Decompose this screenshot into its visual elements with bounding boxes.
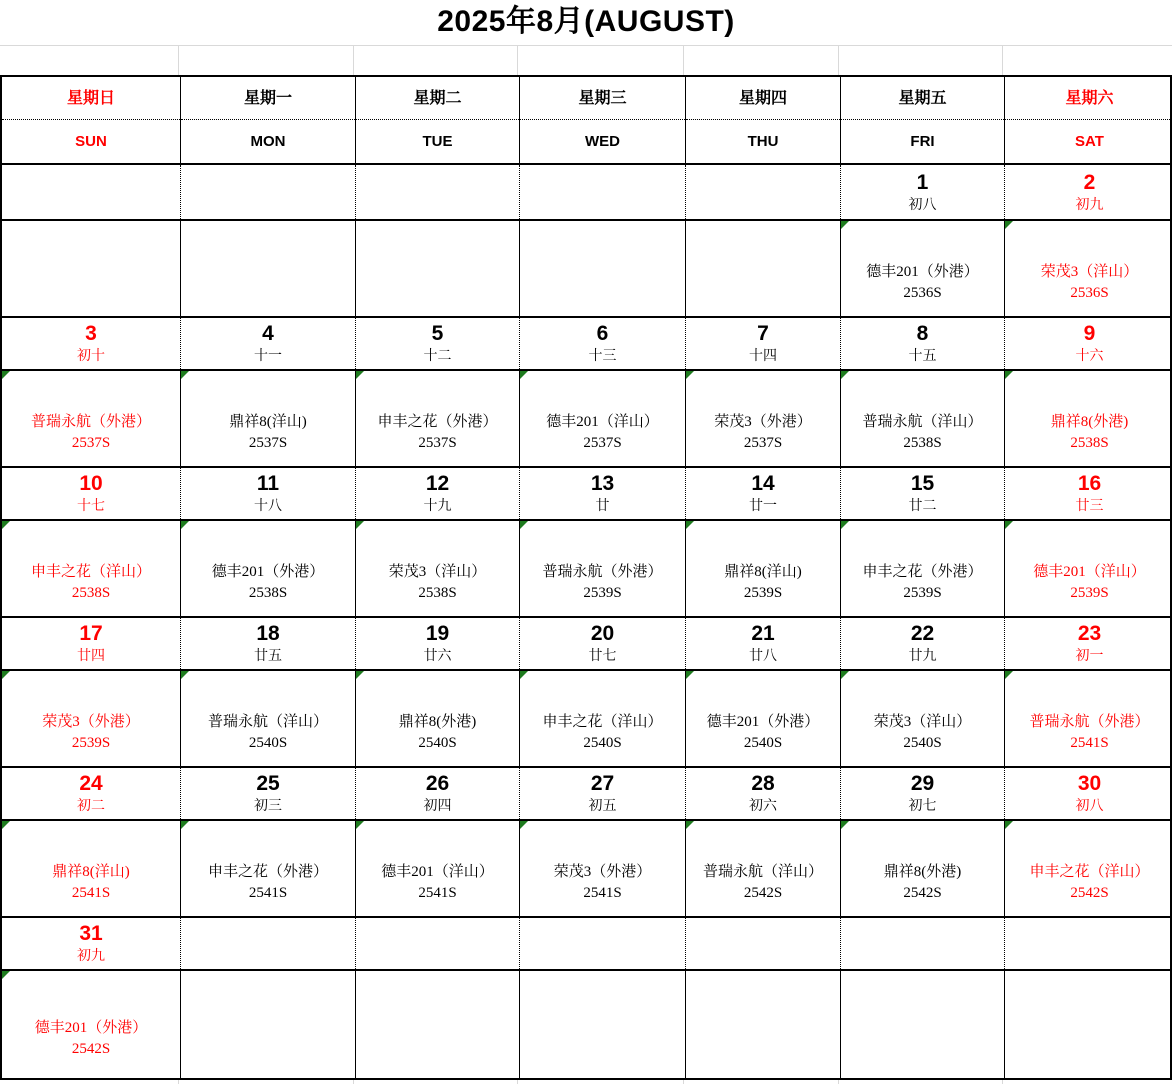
comment-indicator-icon (2, 971, 10, 979)
vessel-name: 荣茂3（洋山） (873, 713, 972, 730)
weekday-header-wednesday (520, 77, 686, 163)
comment-indicator-icon (181, 671, 189, 679)
lunar-date-label: 初四 (423, 799, 452, 814)
vessel-cell[interactable] (686, 521, 841, 616)
vessel-cell[interactable] (686, 821, 841, 916)
lunar-date-label: 廿五 (254, 649, 282, 664)
vessel-name: 申丰之花（外港） (207, 863, 328, 880)
lunar-date-label: 十六 (1075, 349, 1104, 364)
week-row (2, 318, 1170, 468)
vessel-cell[interactable] (181, 671, 356, 766)
day-number: 3 (85, 322, 97, 345)
empty-cell (0, 1080, 179, 1084)
vessel-cell[interactable] (2, 521, 181, 616)
weekday-cn-label: 星期六 (1005, 77, 1172, 120)
vessel-row (2, 971, 1170, 1078)
comment-indicator-icon (686, 521, 694, 529)
vessel-cell[interactable] (686, 371, 841, 466)
comment-indicator-icon (520, 521, 528, 529)
date-cell[interactable] (520, 318, 686, 369)
day-number: 11 (256, 472, 280, 495)
vessel-cell[interactable] (2, 821, 181, 916)
date-cell[interactable] (520, 165, 686, 219)
day-number: 1 (916, 170, 929, 194)
vessel-cell[interactable] (1005, 971, 1172, 1078)
lunar-date-label: 廿三 (1075, 499, 1104, 514)
date-row (2, 318, 1170, 371)
vessel-name: 鼎祥8(外港) (398, 713, 477, 730)
voyage-number: 2538S (1070, 434, 1109, 451)
comment-indicator-icon (2, 671, 10, 679)
vessel-name: 德丰201（外港） (706, 713, 820, 730)
vessel-cell[interactable] (356, 971, 520, 1078)
date-cell[interactable] (520, 918, 686, 969)
day-number: 6 (596, 322, 609, 345)
vessel-name: 申丰之花（洋山） (30, 563, 151, 580)
voyage-number: 2540S (583, 734, 622, 751)
vessel-cell[interactable] (841, 671, 1005, 766)
vessel-name: 荣茂3（外港） (42, 713, 140, 730)
vessel-name: 德丰201（外港） (34, 1019, 148, 1036)
comment-indicator-icon (1005, 371, 1013, 379)
vessel-name: 鼎祥8(洋山) (52, 863, 130, 880)
week-row (2, 918, 1170, 1078)
vessel-name: 普瑞永航（外港） (30, 413, 151, 430)
vessel-name: 鼎祥8(洋山) (229, 413, 307, 430)
lunar-date-label: 廿八 (749, 649, 777, 664)
vessel-name: 德丰201（外港） (866, 263, 979, 280)
vessel-cell[interactable] (520, 971, 686, 1078)
vessel-cell[interactable] (1005, 821, 1172, 916)
calendar-weeks (2, 165, 1170, 1078)
week-row (2, 768, 1170, 918)
date-row (2, 468, 1170, 521)
vessel-cell[interactable] (181, 521, 356, 616)
date-cell[interactable] (841, 165, 1005, 219)
weekday-en-label: FRI (910, 133, 935, 150)
day-number: 9 (1083, 322, 1096, 345)
day-number: 13 (590, 472, 615, 495)
date-cell[interactable] (686, 768, 841, 819)
lunar-date-label: 初八 (908, 197, 937, 213)
vessel-name: 荣茂3（洋山） (388, 563, 487, 580)
weekday-header-thursday (686, 77, 841, 163)
comment-indicator-icon (1005, 671, 1013, 679)
weekday-header-sunday (2, 77, 181, 163)
day-number: 20 (590, 622, 615, 645)
weekday-en-label: MON (250, 133, 286, 150)
day-number: 18 (256, 622, 280, 645)
comment-indicator-icon (520, 371, 528, 379)
day-number: 21 (751, 622, 775, 645)
date-cell[interactable] (841, 618, 1005, 669)
date-cell[interactable] (686, 318, 841, 369)
vessel-cell[interactable] (841, 371, 1005, 466)
voyage-number: 2540S (903, 734, 942, 751)
voyage-number: 2540S (743, 734, 783, 751)
weekday-cn-label: 星期四 (686, 77, 840, 120)
day-number: 23 (1077, 622, 1102, 645)
lunar-date-label: 廿 (595, 499, 610, 514)
vessel-cell[interactable] (181, 971, 356, 1078)
date-cell[interactable] (1005, 618, 1172, 669)
voyage-number: 2541S (418, 884, 457, 901)
cutoff-gridline-row (0, 1080, 1172, 1084)
comment-indicator-icon (356, 371, 364, 379)
date-row (2, 165, 1170, 221)
date-cell[interactable] (841, 468, 1005, 519)
vessel-cell[interactable] (841, 521, 1005, 616)
date-cell[interactable] (686, 618, 841, 669)
weekday-cn-label: 星期日 (2, 77, 180, 120)
comment-indicator-icon (841, 371, 849, 379)
date-cell[interactable] (1005, 468, 1172, 519)
voyage-number: 2538S (418, 584, 457, 601)
lunar-date-label: 十七 (77, 499, 105, 514)
lunar-date-label: 初八 (1075, 799, 1104, 814)
lunar-date-label: 初三 (254, 799, 282, 814)
date-cell[interactable] (841, 768, 1005, 819)
date-cell[interactable] (181, 768, 356, 819)
vessel-name: 申丰之花（洋山） (1029, 863, 1150, 880)
lunar-date-label: 初五 (588, 799, 617, 814)
voyage-number: 2539S (1070, 584, 1109, 601)
lunar-date-label: 初九 (1075, 197, 1104, 213)
voyage-number: 2536S (903, 284, 942, 301)
voyage-number: 2538S (71, 584, 111, 601)
lunar-date-label: 初九 (77, 949, 105, 964)
empty-cell (354, 1080, 518, 1084)
date-cell[interactable] (2, 918, 181, 969)
empty-cell (179, 46, 354, 75)
date-cell[interactable] (181, 165, 356, 219)
vessel-cell[interactable] (356, 671, 520, 766)
lunar-date-label: 十九 (423, 499, 452, 514)
voyage-number: 2539S (743, 584, 783, 601)
vessel-cell[interactable] (520, 821, 686, 916)
vessel-cell[interactable] (686, 221, 841, 316)
week-row (2, 165, 1170, 318)
date-cell[interactable] (356, 918, 520, 969)
comment-indicator-icon (356, 671, 364, 679)
vessel-name: 普瑞永航（外港） (1029, 713, 1150, 730)
lunar-date-label: 初六 (749, 799, 777, 814)
date-cell[interactable] (2, 468, 181, 519)
empty-cell (354, 46, 518, 75)
empty-cell (0, 46, 179, 75)
lunar-date-label: 廿一 (749, 499, 777, 514)
lunar-date-label: 廿六 (423, 649, 452, 664)
comment-indicator-icon (686, 671, 694, 679)
vessel-name: 申丰之花（外港） (377, 413, 498, 430)
vessel-name: 普瑞永航（外港） (542, 563, 663, 580)
vessel-name: 申丰之花（外港） (862, 563, 983, 580)
voyage-number: 2542S (71, 1040, 111, 1057)
vessel-cell[interactable] (520, 521, 686, 616)
date-cell[interactable] (841, 918, 1005, 969)
vessel-name: 鼎祥8(洋山) (724, 563, 802, 580)
date-cell[interactable] (2, 318, 181, 369)
day-number: 29 (910, 772, 935, 795)
date-cell[interactable] (356, 318, 520, 369)
vessel-name: 申丰之花（洋山） (542, 713, 663, 730)
day-number: 28 (751, 772, 775, 795)
lunar-date-label: 十四 (749, 349, 777, 364)
comment-indicator-icon (1005, 521, 1013, 529)
voyage-number: 2537S (71, 434, 111, 451)
empty-cell (1003, 46, 1172, 75)
comment-indicator-icon (686, 821, 694, 829)
lunar-date-label: 廿四 (77, 649, 105, 664)
lunar-date-label: 初二 (77, 799, 105, 814)
weekday-en-label: SAT (1075, 133, 1104, 150)
vessel-row (2, 821, 1170, 918)
empty-cell (1003, 1080, 1172, 1084)
weekday-header-monday (181, 77, 356, 163)
day-number: 2 (1083, 170, 1096, 194)
vessel-name: 普瑞永航（洋山） (702, 863, 823, 880)
vessel-name: 荣茂3（外港） (714, 413, 812, 430)
lunar-date-label: 初七 (908, 799, 937, 814)
week-row (2, 468, 1170, 618)
voyage-number: 2542S (743, 884, 783, 901)
voyage-number: 2542S (1070, 884, 1109, 901)
voyage-number: 2537S (583, 434, 622, 451)
weekday-header-row (2, 77, 1170, 165)
vessel-cell[interactable] (2, 371, 181, 466)
weekday-cn-label: 星期五 (841, 77, 1004, 120)
voyage-number: 2539S (71, 734, 111, 751)
vessel-cell[interactable] (1005, 221, 1172, 316)
lunar-date-label: 廿七 (588, 649, 617, 664)
weekday-header-friday (841, 77, 1005, 163)
vessel-cell[interactable] (356, 221, 520, 316)
week-row (2, 618, 1170, 768)
comment-indicator-icon (1005, 221, 1013, 229)
vessel-cell[interactable] (1005, 521, 1172, 616)
comment-indicator-icon (356, 821, 364, 829)
empty-cell (684, 1080, 839, 1084)
weekday-cn-label: 星期三 (520, 77, 685, 120)
comment-indicator-icon (2, 521, 10, 529)
date-cell[interactable] (356, 165, 520, 219)
date-cell[interactable] (356, 768, 520, 819)
day-number: 27 (590, 772, 615, 795)
date-cell[interactable] (2, 768, 181, 819)
day-number: 19 (425, 622, 450, 645)
voyage-number: 2541S (248, 884, 288, 901)
comment-indicator-icon (2, 821, 10, 829)
empty-cell (684, 46, 839, 75)
day-number: 25 (256, 772, 280, 795)
day-number: 22 (910, 622, 935, 645)
vessel-name: 荣茂3（洋山） (1040, 263, 1139, 280)
vessel-cell[interactable] (181, 821, 356, 916)
comment-indicator-icon (520, 821, 528, 829)
empty-cell (518, 1080, 684, 1084)
date-cell[interactable] (181, 468, 356, 519)
empty-cell (839, 46, 1003, 75)
weekday-cn-label: 星期二 (356, 77, 519, 120)
comment-indicator-icon (2, 371, 10, 379)
vessel-cell[interactable] (2, 971, 181, 1078)
day-number: 30 (1077, 772, 1102, 795)
weekday-en-label: THU (747, 133, 779, 150)
vessel-cell[interactable] (2, 671, 181, 766)
voyage-number: 2541S (583, 884, 622, 901)
date-cell[interactable] (181, 918, 356, 969)
date-cell[interactable] (2, 165, 181, 219)
day-number: 10 (79, 472, 103, 495)
voyage-number: 2537S (248, 434, 288, 451)
vessel-row (2, 521, 1170, 618)
calendar-title: 2025年8月(AUGUST) (437, 5, 735, 38)
vessel-cell[interactable] (520, 371, 686, 466)
day-number: 12 (425, 472, 450, 495)
vessel-name: 德丰201（洋山） (381, 863, 494, 880)
vessel-cell[interactable] (356, 521, 520, 616)
date-cell[interactable] (686, 165, 841, 219)
day-number: 16 (1077, 472, 1102, 495)
day-number: 14 (751, 472, 775, 495)
lunar-date-label: 十三 (588, 349, 617, 364)
vessel-name: 鼎祥8(外港) (1050, 413, 1129, 430)
date-cell[interactable] (520, 768, 686, 819)
vessel-cell[interactable] (686, 971, 841, 1078)
vessel-cell[interactable] (2, 221, 181, 316)
day-number: 24 (79, 772, 103, 795)
lunar-date-label: 廿二 (908, 499, 937, 514)
vessel-cell[interactable] (356, 371, 520, 466)
weekday-en-label: WED (585, 133, 620, 150)
day-number: 5 (431, 322, 444, 345)
lunar-date-label: 廿九 (908, 649, 937, 664)
weekday-cn-label: 星期一 (181, 77, 355, 120)
date-cell[interactable] (181, 618, 356, 669)
date-cell[interactable] (686, 468, 841, 519)
comment-indicator-icon (181, 371, 189, 379)
voyage-number: 2542S (903, 884, 942, 901)
date-cell[interactable] (520, 618, 686, 669)
vessel-cell[interactable] (841, 971, 1005, 1078)
lunar-date-label: 十一 (254, 349, 282, 364)
lunar-date-label: 十八 (254, 499, 282, 514)
voyage-number: 2539S (903, 584, 942, 601)
weekday-header-tuesday (356, 77, 520, 163)
day-number: 15 (910, 472, 935, 495)
vessel-cell[interactable] (1005, 371, 1172, 466)
voyage-number: 2540S (248, 734, 288, 751)
vessel-row (2, 221, 1170, 318)
comment-indicator-icon (686, 371, 694, 379)
vessel-name: 荣茂3（外港） (553, 863, 652, 880)
empty-cell (179, 1080, 354, 1084)
lunar-date-label: 十二 (423, 349, 452, 364)
date-cell[interactable] (686, 918, 841, 969)
date-row (2, 618, 1170, 671)
weekday-header-saturday (1005, 77, 1172, 163)
date-cell[interactable] (841, 318, 1005, 369)
day-number: 26 (425, 772, 450, 795)
date-cell[interactable] (2, 618, 181, 669)
day-number: 17 (79, 622, 103, 645)
vessel-name: 德丰201（洋山） (1033, 563, 1146, 580)
date-cell[interactable] (356, 618, 520, 669)
vessel-cell[interactable] (520, 221, 686, 316)
vessel-cell[interactable] (356, 821, 520, 916)
comment-indicator-icon (356, 521, 364, 529)
vessel-name: 普瑞永航（洋山） (862, 413, 983, 430)
comment-indicator-icon (181, 821, 189, 829)
comment-indicator-icon (1005, 821, 1013, 829)
voyage-number: 2538S (903, 434, 942, 451)
comment-indicator-icon (520, 671, 528, 679)
vessel-row (2, 371, 1170, 468)
vessel-cell[interactable] (686, 671, 841, 766)
comment-indicator-icon (841, 221, 849, 229)
lunar-date-label: 初一 (1075, 649, 1104, 664)
date-row (2, 768, 1170, 821)
empty-cell (839, 1080, 1003, 1084)
vessel-name: 德丰201（外港） (211, 563, 325, 580)
lunar-date-label: 初十 (77, 349, 105, 364)
voyage-number: 2536S (1070, 284, 1109, 301)
day-number: 8 (916, 322, 929, 345)
vessel-cell[interactable] (1005, 671, 1172, 766)
comment-indicator-icon (841, 821, 849, 829)
vessel-cell[interactable] (841, 221, 1005, 316)
voyage-number: 2541S (71, 884, 111, 901)
vessel-name: 普瑞永航（洋山） (207, 713, 328, 730)
calendar-table (0, 75, 1172, 1080)
voyage-number: 2539S (583, 584, 622, 601)
voyage-number: 2540S (418, 734, 457, 751)
voyage-number: 2537S (743, 434, 783, 451)
vessel-name: 鼎祥8(外港) (883, 863, 962, 880)
vessel-cell[interactable] (181, 371, 356, 466)
date-cell[interactable] (1005, 768, 1172, 819)
empty-gridline-row (0, 45, 1172, 75)
date-cell[interactable] (356, 468, 520, 519)
weekday-en-label: SUN (75, 133, 107, 150)
lunar-date-label: 十五 (908, 349, 937, 364)
vessel-cell[interactable] (841, 821, 1005, 916)
comment-indicator-icon (841, 521, 849, 529)
day-number: 31 (79, 922, 103, 945)
voyage-number: 2538S (248, 584, 288, 601)
date-cell[interactable] (181, 318, 356, 369)
date-cell[interactable] (1005, 165, 1172, 219)
weekday-en-label: TUE (422, 133, 453, 150)
vessel-cell[interactable] (181, 221, 356, 316)
date-cell[interactable] (1005, 318, 1172, 369)
day-number: 4 (262, 322, 274, 345)
comment-indicator-icon (181, 521, 189, 529)
vessel-row (2, 671, 1170, 768)
date-cell[interactable] (1005, 918, 1172, 969)
date-row (2, 918, 1170, 971)
comment-indicator-icon (841, 671, 849, 679)
vessel-name: 德丰201（洋山） (546, 413, 659, 430)
day-number: 7 (757, 322, 769, 345)
voyage-number: 2537S (418, 434, 457, 451)
vessel-cell[interactable] (520, 671, 686, 766)
empty-cell (518, 46, 684, 75)
date-cell[interactable] (520, 468, 686, 519)
voyage-number: 2541S (1070, 734, 1109, 751)
